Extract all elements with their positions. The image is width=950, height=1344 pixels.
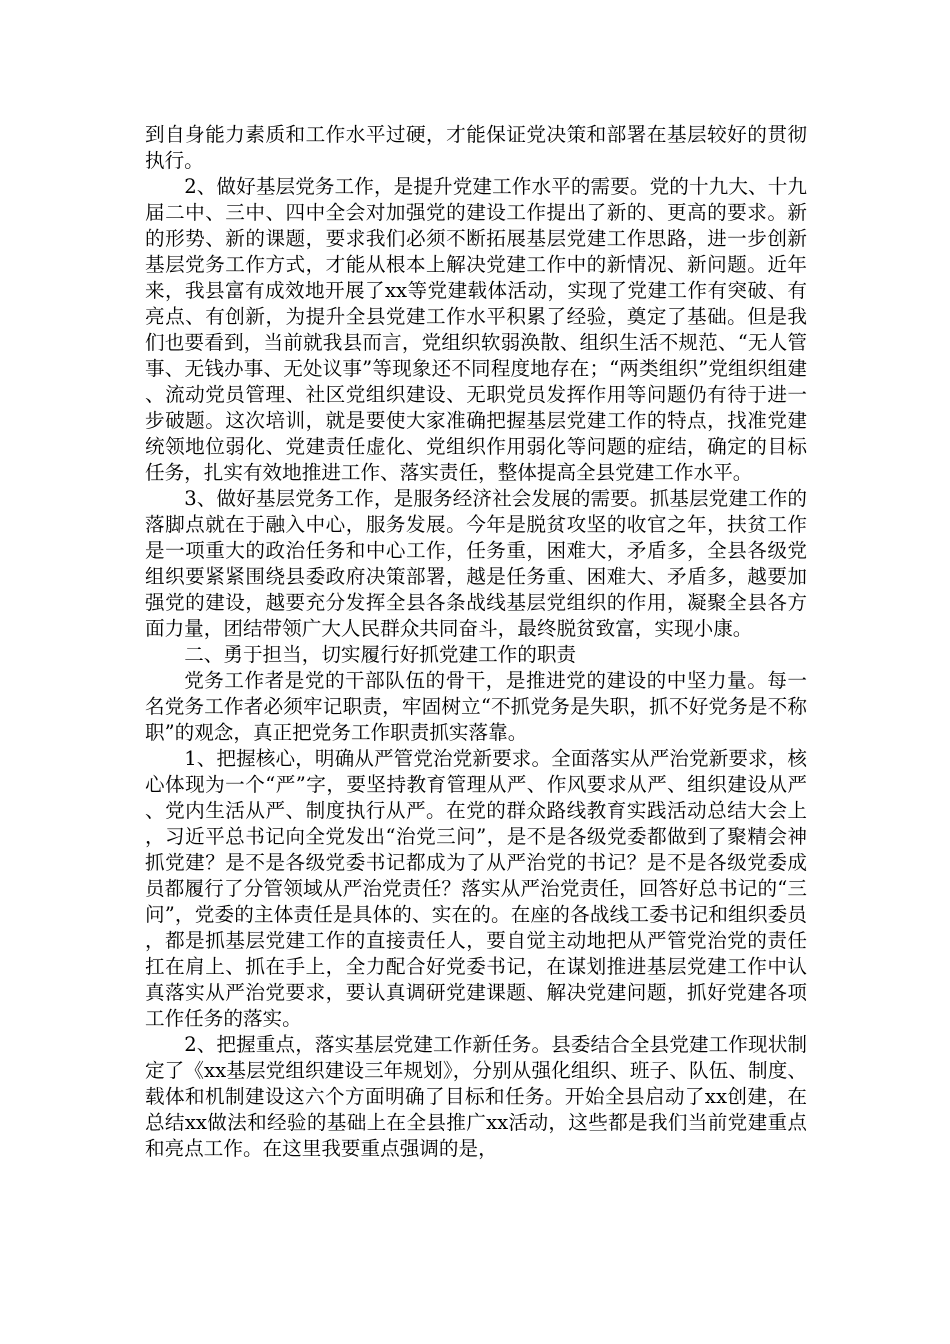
paragraph-subpoint-2: 2、把握重点，落实基层党建工作新任务。县委结合全县党建工作现状制定了《xx基层党组织建设三年规划》，分别从强化组织、班子、队伍、制度、载体和机制建设这六个方面明确了目标和任务。开始全县启动了xx创建，在总结xx做法和经验的基础上在全县推广xx活动，这些都是我们当前党建重点和亮点工作。在这里我要重点强调的是，: [145, 1033, 807, 1160]
paragraph-continuation: 到自身能力素质和工作水平过硬，才能保证党决策和部署在基层较好的贯彻执行。: [145, 123, 807, 172]
section-heading-2: 二、勇于担当，切实履行好抓党建工作的职责: [184, 643, 577, 666]
paragraph-point-3: 3、做好基层党务工作，是服务经济社会发展的需要。抓基层党建工作的落脚点就在于融入中心，服务发展。今年是脱贫攻坚的收官之年，扶贫工作是一项重大的政治任务和中心工作，任务重，困难大，矛盾多，全县各级党组织要紧紧围绕县委政府决策部署，越是任务重、困难大、矛盾多，越要加强党的建设，越要充分发挥全县各条战线基层党组织的作用，凝聚全县各方面力量，团结带领广大人民群众共同奋斗，最终脱贫致富，实现小康。: [145, 487, 807, 640]
paragraph-subpoint-1: 1、把握核心，明确从严管党治党新要求。全面落实从严治党新要求，核心体现为一个“严”字，要坚持教育管理从严、作风要求从严、组织建设从严、党内生活从严、制度执行从严。在党的群众路线教育实践活动总结大会上，习近平总书记向全党发出“治党三问”，是不是各级党委都做到了聚精会神抓党建？是不是各级党委书记都成为了从严治党的书记？是不是各级党委成员都履行了分管领域从严治党责任？落实从严治党责任，回答好总书记的“三问”，党委的主体责任是具体的、实在的。在座的各战线工委书记和组织委员，都是抓基层党建工作的直接责任人，要自觉主动地把从严管党治党的责任扛在肩上、抓在手上，全力配合好党委书记，在谋划推进基层党建工作中认真落实从严治党要求，要认真调研党建课题、解决党建问题，抓好党建各项工作任务的落实。: [145, 747, 807, 1030]
document-body: [145, 122, 807, 1162]
paragraph-point-2: 2、做好基层党务工作，是提升党建工作水平的需要。党的十九大、十九届二中、三中、四中全会对加强党的建设工作提出了新的、更高的要求。新的形势、新的课题，要求我们必须不断拓展基层党建工作思路，进一步创新基层党务工作方式，才能从根本上解决党建工作中的新情况、新问题。近年来，我县富有成效地开展了xx等党建载体活动，实现了党建工作有突破、有亮点、有创新，为提升全县党建工作水平积累了经验，奠定了基础。但是我们也要看到，当前就我县而言，党组织软弱涣散、组织生活不规范、“无人管事、无钱办事、无处议事”等现象还不同程度地存在；“两类组织”党组织组建、流动党员管理、社区党组织建设、无职党员发挥作用等问题仍有待于进一步破题。这次培训，就是要使大家准确把握基层党建工作的特点，找准党建统领地位弱化、党建责任虚化、党组织作用弱化等问题的症结，确定的目标任务，扎实有效地推进工作、落实责任，整体提高全县党建工作水平。: [145, 175, 807, 484]
paragraph-section-intro: 党务工作者是党的干部队伍的骨干，是推进党的建设的中坚力量。每一名党务工作者必须牢记职责，牢固树立“不抓党务是失职，抓不好党务是不称职”的观念，真正把党务工作职责抓实落靠。: [145, 669, 807, 744]
